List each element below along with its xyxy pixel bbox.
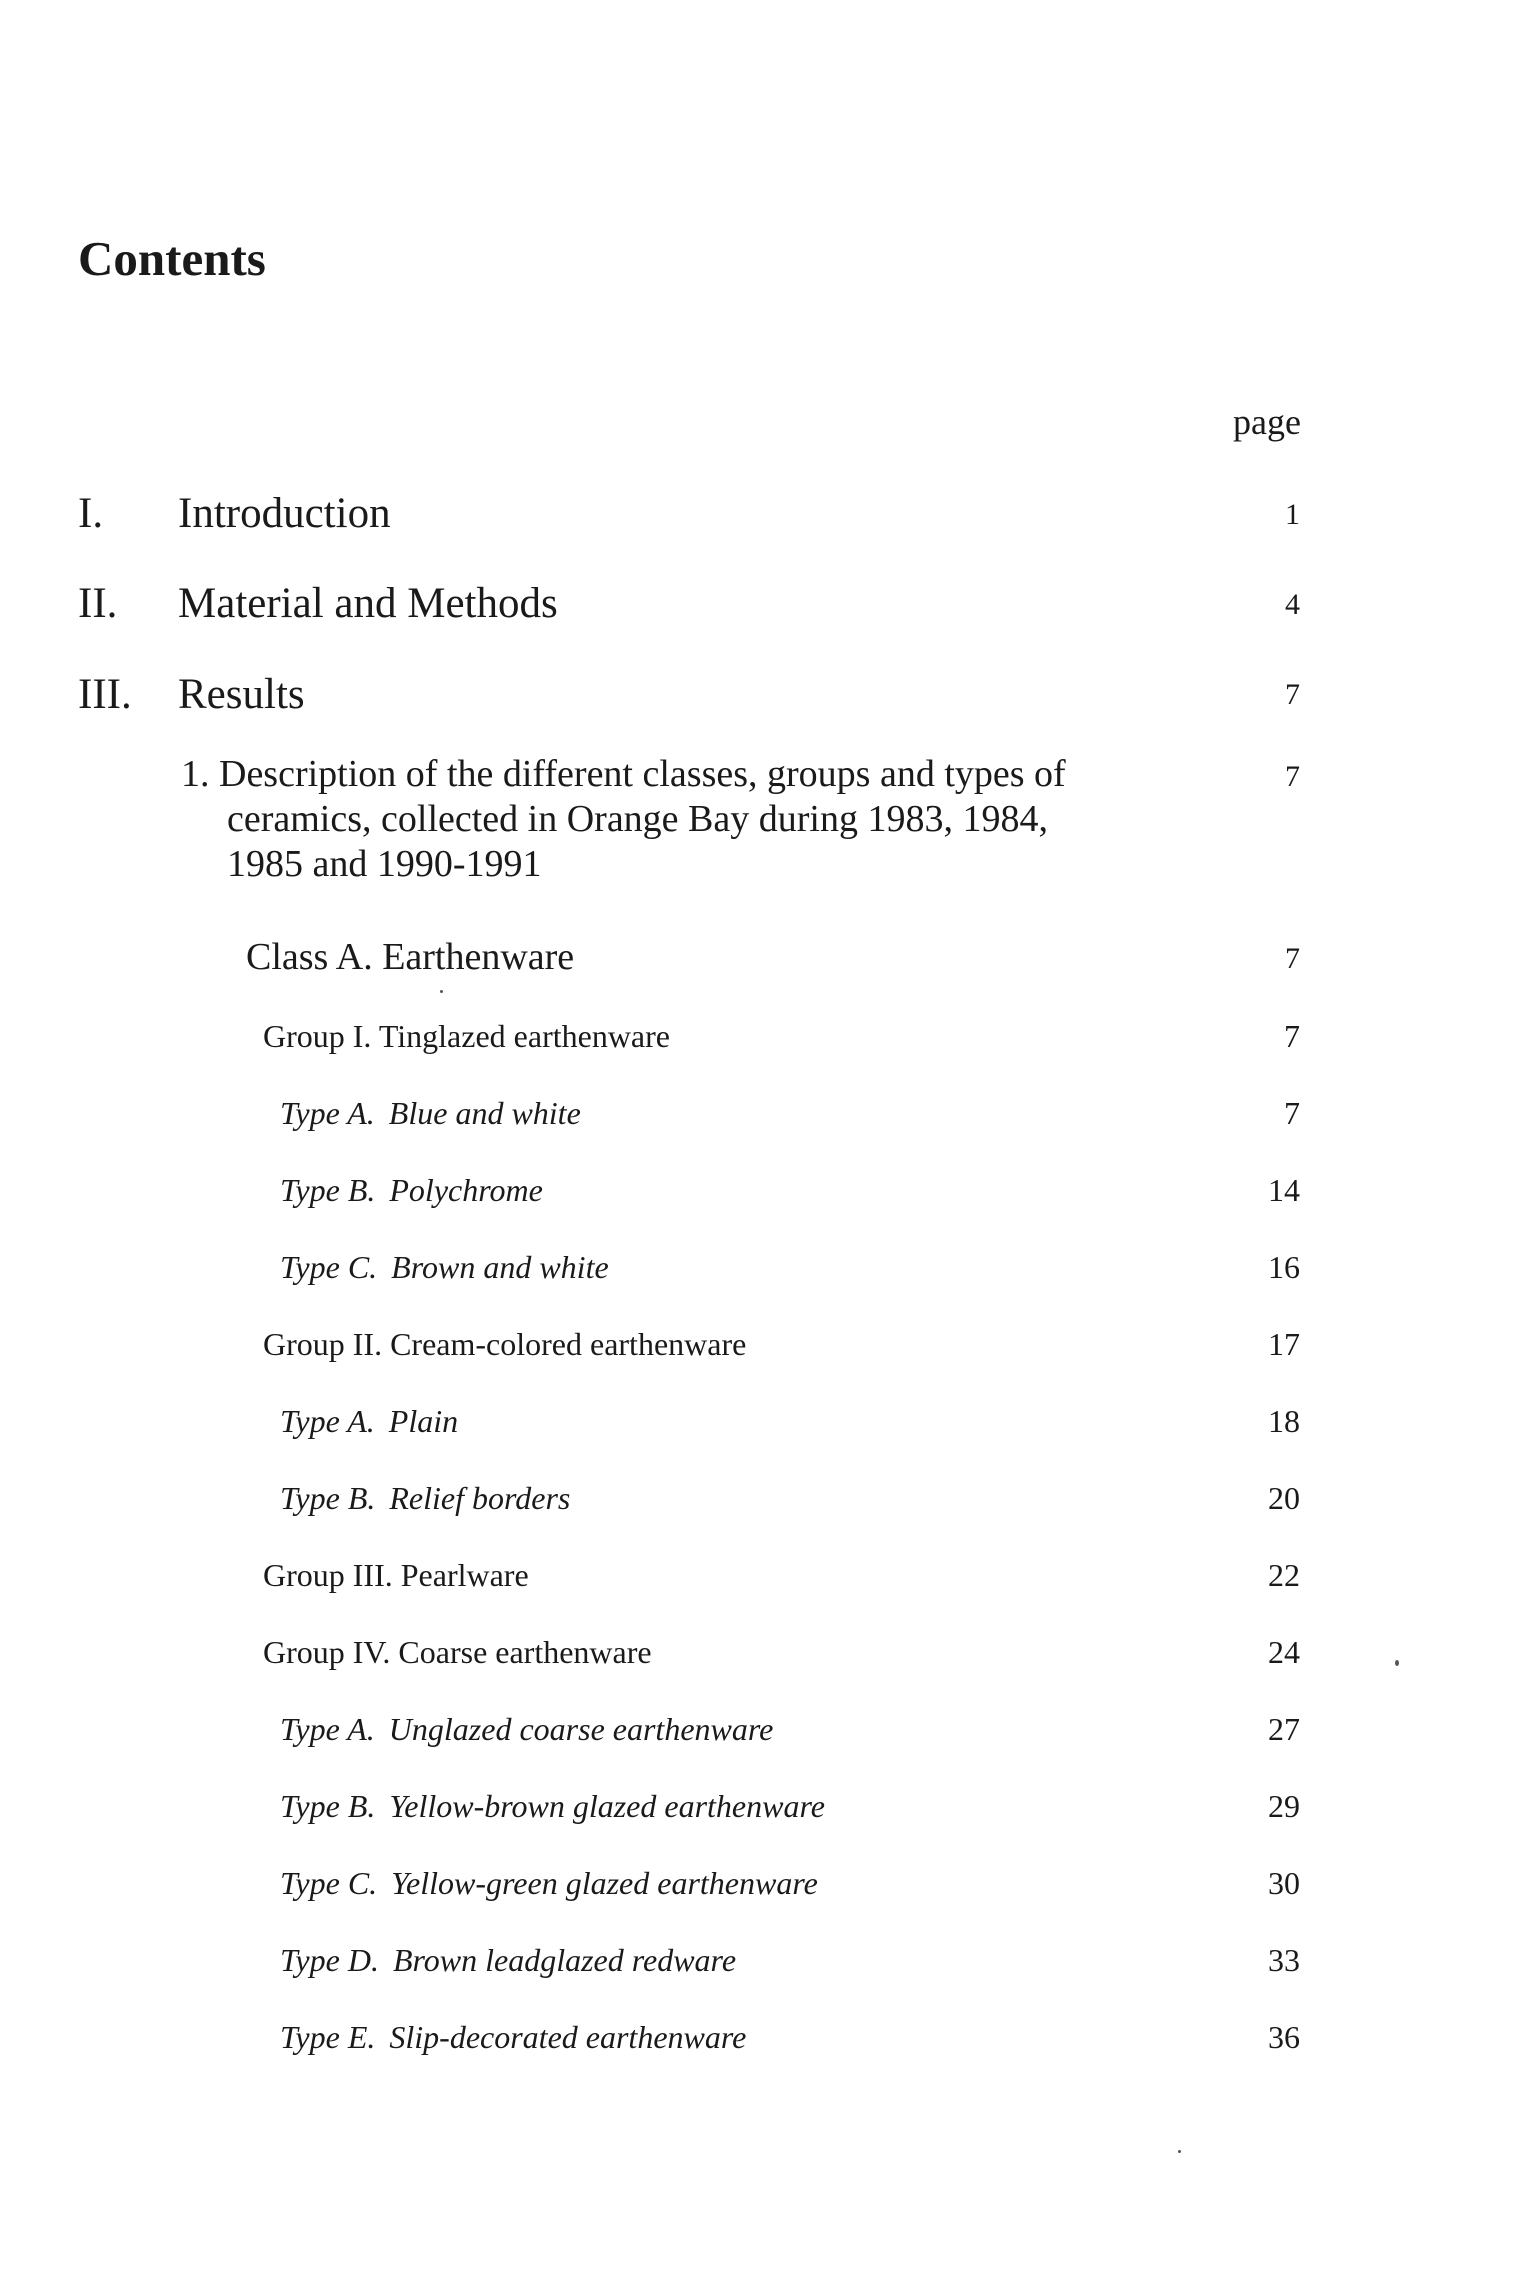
type-label: Polychrome	[389, 1172, 543, 1208]
type-prefix: Type B.	[280, 1788, 376, 1824]
chapter-1-page: 1	[1285, 498, 1300, 531]
group-4-type-b-page: 29	[1268, 1788, 1300, 1824]
group-2-type-b-page: 20	[1268, 1480, 1300, 1516]
section-1-line-2: ceramics, collected in Orange Bay during 1983, 1984,	[227, 798, 1048, 840]
chapter-1-title: Introduction	[178, 490, 391, 537]
type-prefix: Type C.	[280, 1865, 378, 1901]
group-2-type-a-page: 18	[1268, 1403, 1300, 1439]
group-4-type-a-page: 27	[1268, 1711, 1300, 1747]
group-4-type-d	[280, 1944, 736, 1976]
group-1-type-b-page: 14	[1268, 1172, 1300, 1208]
group-1-page: 7	[1284, 1018, 1300, 1054]
chapter-3-numeral: III.	[78, 671, 132, 718]
contents-heading: Contents	[78, 231, 266, 286]
chapter-2-title: Material and Methods	[178, 580, 558, 627]
class-a-title: Class A. Earthenware	[246, 936, 575, 978]
chapter-2-page: 4	[1285, 588, 1300, 621]
type-prefix: Type A.	[280, 1095, 375, 1131]
section-1-page: 7	[1285, 760, 1300, 793]
type-prefix: Type A.	[280, 1403, 375, 1439]
group-2-title: Group II. Cream-colored earthenware	[263, 1326, 747, 1362]
group-1-type-c-page: 16	[1268, 1249, 1300, 1285]
group-4-type-c	[280, 1867, 818, 1899]
class-a-page: 7	[1285, 942, 1300, 975]
group-4-type-c-page: 30	[1268, 1865, 1300, 1901]
group-3-title: Group III. Pearlware	[263, 1557, 529, 1593]
group-4-page: 24	[1268, 1634, 1300, 1670]
section-1-line-3: 1985 and 1990-1991	[227, 843, 542, 885]
chapter-3-title: Results	[178, 671, 305, 718]
scan-speck	[1395, 1660, 1399, 1666]
type-prefix: Type D.	[280, 1942, 379, 1978]
group-4-title: Group IV. Coarse earthenware	[263, 1634, 652, 1670]
page-column-label: page	[1233, 402, 1301, 442]
group-3-page: 22	[1268, 1557, 1300, 1593]
type-prefix: Type E.	[280, 2019, 376, 2055]
group-4-type-d-page: 33	[1268, 1942, 1300, 1978]
type-prefix: Type A.	[280, 1711, 375, 1747]
group-1-title: Group I. Tinglazed earthenware	[263, 1018, 670, 1054]
group-4-type-e-page: 36	[1268, 2019, 1300, 2055]
scan-speck	[1178, 2150, 1181, 2153]
type-label: Yellow-green glazed earthenware	[391, 1865, 818, 1901]
type-label: Yellow-brown glazed earthenware	[389, 1788, 825, 1824]
type-label: Unglazed coarse earthenware	[388, 1711, 774, 1747]
section-1-description	[181, 752, 1161, 887]
group-2-type-a	[280, 1405, 458, 1437]
type-label: Plain	[388, 1403, 459, 1439]
chapter-3-page: 7	[1285, 678, 1300, 711]
group-1-type-b	[280, 1174, 543, 1206]
group-1-type-a	[280, 1097, 581, 1129]
group-1-type-a-page: 7	[1284, 1095, 1300, 1131]
group-2-page: 17	[1268, 1326, 1300, 1362]
group-4-type-a	[280, 1713, 773, 1745]
type-label: Blue and white	[388, 1095, 581, 1131]
type-prefix: Type B.	[280, 1172, 376, 1208]
group-1-type-c	[280, 1251, 609, 1283]
chapter-2-numeral: II.	[78, 580, 118, 627]
type-label: Relief borders	[389, 1480, 571, 1516]
type-prefix: Type B.	[280, 1480, 376, 1516]
group-2-type-b	[280, 1482, 570, 1514]
type-label: Brown leadglazed redware	[392, 1942, 737, 1978]
group-4-type-e	[280, 2021, 746, 2053]
type-prefix: Type C.	[280, 1249, 378, 1285]
chapter-1-numeral: I.	[78, 490, 104, 537]
scan-speck	[440, 990, 443, 993]
group-4-type-b	[280, 1790, 825, 1822]
type-label: Slip-decorated earthenware	[389, 2019, 747, 2055]
type-label: Brown and white	[391, 1249, 609, 1285]
section-1-line-1: 1. Description of the different classes, groups and types of	[181, 753, 1066, 795]
